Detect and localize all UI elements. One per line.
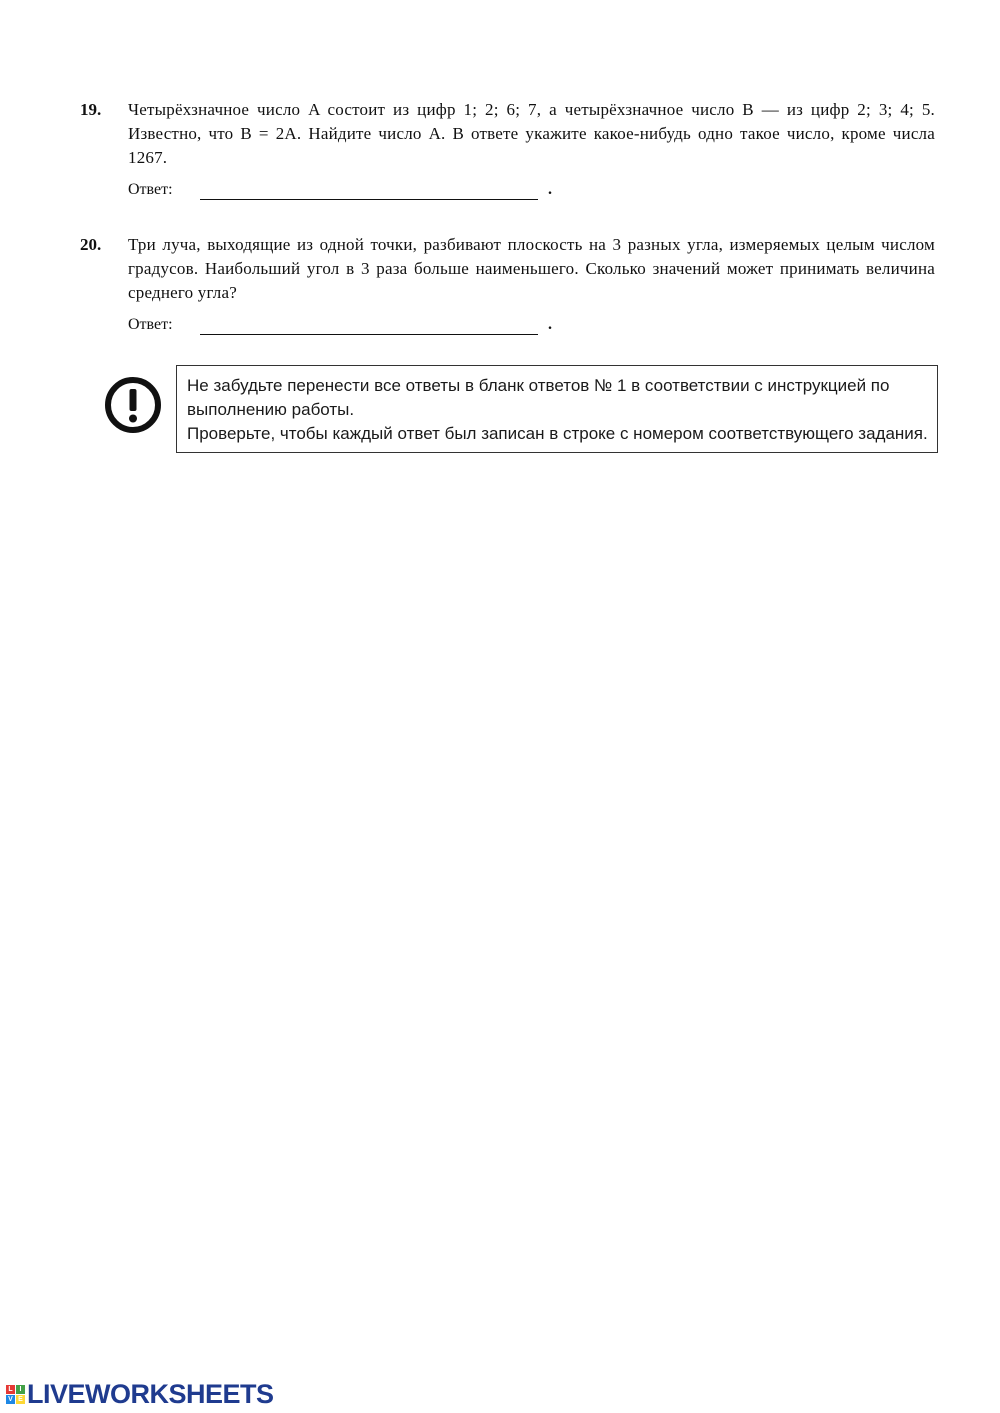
notice-line-1: Не забудьте перенести все ответы в бланк ответов № 1 в соответствии с инструкцией по выполнению работы. (187, 376, 890, 419)
notice-box (176, 365, 938, 453)
logo-tile: L (6, 1385, 15, 1394)
answer-label: Ответ: (128, 316, 173, 333)
task-text: Три луча, выходящие из одной точки, разбивают плоскость на 3 разных угла, измеряемых целым числом градусов. Наибольший угол в 3 раза больше наименьшего. Сколько значений может принимать величина среднего угла? (128, 235, 935, 302)
notice-line-2: Проверьте, чтобы каждый ответ был записан в строке с номером соответствующего задания. (187, 424, 928, 443)
answer-input-line[interactable] (200, 182, 538, 200)
logo-text: LIVEWORKSHEETS (27, 1379, 274, 1409)
liveworksheets-logo (6, 1379, 274, 1410)
task-19 (80, 98, 935, 208)
answer-end: . (548, 181, 552, 198)
answer-row (128, 180, 552, 200)
logo-tile: E (16, 1395, 25, 1404)
answer-label: Ответ: (128, 181, 173, 198)
answer-row (128, 315, 552, 335)
logo-tile: V (6, 1395, 15, 1404)
task-20 (80, 233, 935, 343)
task-number: 20. (80, 235, 102, 254)
logo-tile: I (16, 1385, 25, 1394)
logo-grid-icon (6, 1385, 25, 1404)
answer-end: . (548, 316, 552, 333)
task-number: 19. (80, 100, 102, 119)
exclamation-circle-icon (104, 376, 162, 434)
task-text: Четырёхзначное число A состоит из цифр 1; 2; 6; 7, а четырёхзначное число B — из цифр 2; 3; 4; 5. Известно, что B = 2A. Найдите число A. В ответе укажите какое-нибудь одно такое число, кроме числа 1267. (128, 100, 935, 167)
answer-input-line[interactable] (200, 317, 538, 335)
